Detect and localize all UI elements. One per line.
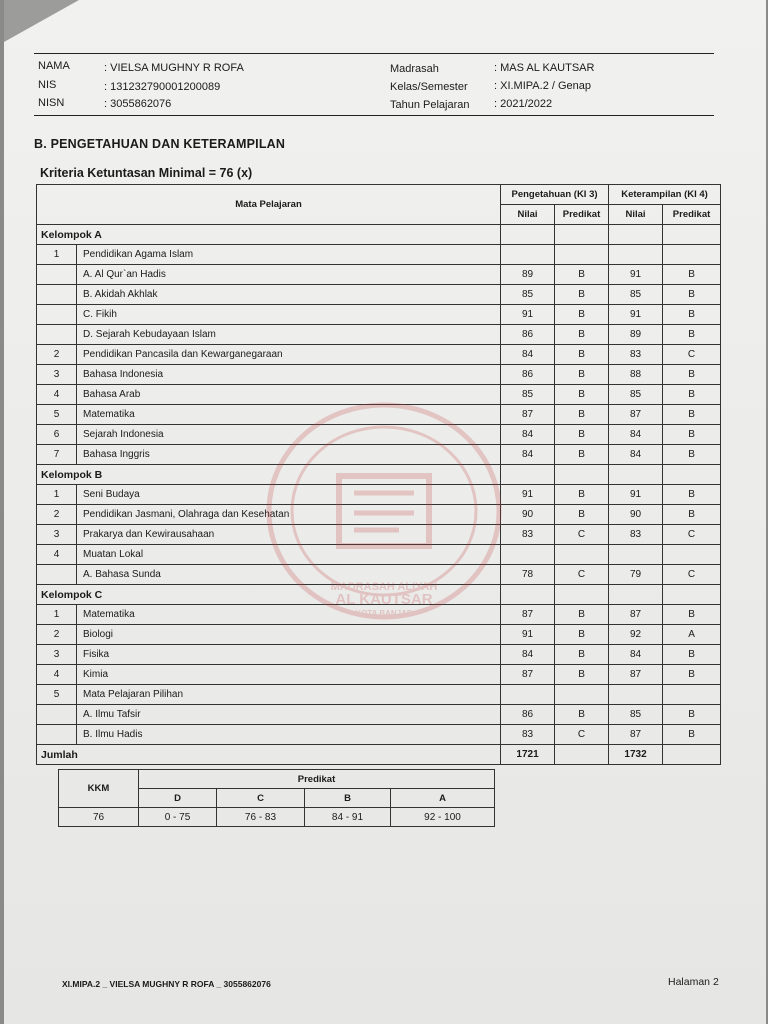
- knowledge-score: 78: [501, 565, 555, 585]
- skill-predicate: B: [663, 605, 721, 625]
- skill-score: [609, 685, 663, 705]
- subject-name: C. Fikih: [77, 305, 501, 325]
- row-number: 1: [37, 605, 77, 625]
- subject-name: Matematika: [77, 405, 501, 425]
- empty-cell: [501, 225, 555, 245]
- knowledge-predicate: B: [555, 305, 609, 325]
- table-row: [37, 645, 721, 665]
- row-number: 4: [37, 545, 77, 565]
- skill-score: 87: [609, 725, 663, 745]
- knowledge-score: 86: [501, 325, 555, 345]
- knowledge-score: 83: [501, 725, 555, 745]
- group-name: Kelompok B: [37, 465, 501, 485]
- subject-name: Seni Budaya: [77, 485, 501, 505]
- header-skill: Keterampilan (KI 4): [609, 185, 721, 205]
- subject-name: Sejarah Indonesia: [77, 425, 501, 445]
- empty-cell: [663, 745, 721, 765]
- row-number: 3: [37, 525, 77, 545]
- skill-score: 90: [609, 505, 663, 525]
- subject-name: Bahasa Arab: [77, 385, 501, 405]
- skill-predicate: B: [663, 725, 721, 745]
- subject-name: Prakarya dan Kewirausahaan: [77, 525, 501, 545]
- stamp-line-1: MADRASAH ALIYAH: [330, 581, 438, 593]
- skill-score: 83: [609, 525, 663, 545]
- skill-predicate: [663, 685, 721, 705]
- skill-score: [609, 545, 663, 565]
- skill-predicate: B: [663, 645, 721, 665]
- subject-name: Bahasa Indonesia: [77, 365, 501, 385]
- table-row: [37, 445, 721, 465]
- row-number: 2: [37, 625, 77, 645]
- group-row: [37, 465, 721, 485]
- skill-score: 87: [609, 405, 663, 425]
- empty-cell: [609, 585, 663, 605]
- table-row: [37, 425, 721, 445]
- subject-name: B. Akidah Akhlak: [77, 285, 501, 305]
- knowledge-predicate: B: [555, 645, 609, 665]
- skill-predicate: B: [663, 325, 721, 345]
- knowledge-predicate: C: [555, 525, 609, 545]
- knowledge-score: 84: [501, 345, 555, 365]
- empty-cell: [501, 465, 555, 485]
- grades-table: [36, 184, 721, 765]
- group-name: Kelompok A: [37, 225, 501, 245]
- subject-name: Pendidikan Agama Islam: [77, 245, 501, 265]
- group-name: Kelompok C: [37, 585, 501, 605]
- table-row: [37, 705, 721, 725]
- subject-name: Kimia: [77, 665, 501, 685]
- row-number: [37, 565, 77, 585]
- skill-predicate: B: [663, 705, 721, 725]
- skill-predicate: B: [663, 305, 721, 325]
- subject-name: Bahasa Inggris: [77, 445, 501, 465]
- skill-predicate: B: [663, 445, 721, 465]
- header-top-rule: [34, 53, 714, 54]
- info-value-kelas: : XI.MIPA.2 / Genap: [494, 80, 592, 92]
- subject-name: B. Ilmu Hadis: [77, 725, 501, 745]
- subject-name: Matematika: [77, 605, 501, 625]
- subject-name: A. Bahasa Sunda: [77, 565, 501, 585]
- kkm-grade-d: D: [139, 789, 217, 808]
- table-row: [37, 405, 721, 425]
- empty-cell: [663, 465, 721, 485]
- table-row: [37, 265, 721, 285]
- skill-score: [609, 245, 663, 265]
- knowledge-score: 90: [501, 505, 555, 525]
- row-number: [37, 265, 77, 285]
- row-number: 7: [37, 445, 77, 465]
- kkm-grade-b: B: [305, 789, 391, 808]
- empty-cell: [555, 745, 609, 765]
- row-number: 4: [37, 665, 77, 685]
- stamp-line-3: KOTA BANJAR: [355, 609, 413, 618]
- skill-score: 85: [609, 285, 663, 305]
- knowledge-score: 91: [501, 305, 555, 325]
- knowledge-score: 84: [501, 645, 555, 665]
- knowledge-score: [501, 685, 555, 705]
- knowledge-predicate: B: [555, 265, 609, 285]
- skill-predicate: B: [663, 285, 721, 305]
- knowledge-predicate: B: [555, 445, 609, 465]
- table-row: [37, 625, 721, 645]
- skill-score: 87: [609, 665, 663, 685]
- info-label-nisn: NISN: [38, 97, 65, 109]
- knowledge-predicate: [555, 545, 609, 565]
- info-value-nisn: : 3055862076: [104, 98, 172, 110]
- row-number: 1: [37, 485, 77, 505]
- empty-cell: [609, 225, 663, 245]
- row-number: 5: [37, 685, 77, 705]
- skill-predicate: A: [663, 625, 721, 645]
- kkm-table: [58, 769, 495, 827]
- table-row: [37, 685, 721, 705]
- subject-name: Fisika: [77, 645, 501, 665]
- skill-predicate: B: [663, 385, 721, 405]
- skill-score: 88: [609, 365, 663, 385]
- total-row: [37, 745, 721, 765]
- knowledge-predicate: B: [555, 605, 609, 625]
- knowledge-score: 85: [501, 285, 555, 305]
- knowledge-score: [501, 245, 555, 265]
- folded-corner: [4, 0, 79, 42]
- row-number: 5: [37, 405, 77, 425]
- kkm-range-a: 92 - 100: [391, 808, 495, 827]
- section-title: B. PENGETAHUAN DAN KETERAMPILAN: [34, 137, 286, 151]
- skill-predicate: B: [663, 405, 721, 425]
- kkm-grade-c: C: [217, 789, 305, 808]
- knowledge-predicate: B: [555, 285, 609, 305]
- row-number: 2: [37, 505, 77, 525]
- skill-score: 83: [609, 345, 663, 365]
- knowledge-score: 89: [501, 265, 555, 285]
- knowledge-predicate: B: [555, 365, 609, 385]
- row-number: [37, 325, 77, 345]
- kkm-range-b: 84 - 91: [305, 808, 391, 827]
- skill-score: 91: [609, 305, 663, 325]
- row-number: [37, 705, 77, 725]
- header-knowledge: Pengetahuan (KI 3): [501, 185, 609, 205]
- subject-name: Mata Pelajaran Pilihan: [77, 685, 501, 705]
- knowledge-score: 85: [501, 385, 555, 405]
- empty-cell: [663, 225, 721, 245]
- skill-score: 91: [609, 265, 663, 285]
- knowledge-score: 91: [501, 625, 555, 645]
- table-row: [37, 285, 721, 305]
- empty-cell: [663, 585, 721, 605]
- skill-predicate: C: [663, 525, 721, 545]
- table-row: [37, 365, 721, 385]
- kkm-predikat-label: Predikat: [139, 770, 495, 789]
- skill-score: 89: [609, 325, 663, 345]
- kkm-grade-a: A: [391, 789, 495, 808]
- row-number: [37, 305, 77, 325]
- table-row: [37, 245, 721, 265]
- skill-predicate: B: [663, 485, 721, 505]
- empty-cell: [609, 465, 663, 485]
- group-row: [37, 585, 721, 605]
- skill-predicate: B: [663, 265, 721, 285]
- knowledge-predicate: C: [555, 565, 609, 585]
- header-knowledge-score: Nilai: [501, 205, 555, 225]
- knowledge-score: 86: [501, 365, 555, 385]
- empty-cell: [555, 225, 609, 245]
- skill-predicate: [663, 545, 721, 565]
- table-row: [37, 725, 721, 745]
- skill-score: 92: [609, 625, 663, 645]
- knowledge-predicate: B: [555, 625, 609, 645]
- row-number: 2: [37, 345, 77, 365]
- subject-name: Muatan Lokal: [77, 545, 501, 565]
- table-row: [37, 605, 721, 625]
- skill-score: 91: [609, 485, 663, 505]
- knowledge-predicate: C: [555, 725, 609, 745]
- kkm-label: KKM: [59, 770, 139, 808]
- header-skill-predicate: Predikat: [663, 205, 721, 225]
- row-number: [37, 285, 77, 305]
- skill-predicate: B: [663, 505, 721, 525]
- knowledge-score: 87: [501, 665, 555, 685]
- table-row: [37, 665, 721, 685]
- table-row: [37, 305, 721, 325]
- empty-cell: [555, 585, 609, 605]
- skill-score: 85: [609, 385, 663, 405]
- info-label-nis: NIS: [38, 79, 57, 91]
- knowledge-score: 84: [501, 445, 555, 465]
- skill-score: 84: [609, 645, 663, 665]
- row-number: 3: [37, 645, 77, 665]
- knowledge-score: [501, 545, 555, 565]
- knowledge-score: 86: [501, 705, 555, 725]
- total-knowledge-score: 1721: [501, 745, 555, 765]
- row-number: 4: [37, 385, 77, 405]
- total-label: Jumlah: [37, 745, 501, 765]
- kkm-value: 76: [59, 808, 139, 827]
- knowledge-predicate: B: [555, 705, 609, 725]
- subject-name: A. Ilmu Tafsir: [77, 705, 501, 725]
- knowledge-predicate: B: [555, 345, 609, 365]
- skill-score: 85: [609, 705, 663, 725]
- skill-score: 84: [609, 425, 663, 445]
- footer-page-number: Halaman 2: [668, 976, 719, 988]
- table-row: [37, 505, 721, 525]
- table-row: [37, 385, 721, 405]
- table-row: [37, 345, 721, 365]
- subject-name: A. Al Qur`an Hadis: [77, 265, 501, 285]
- knowledge-score: 87: [501, 605, 555, 625]
- info-label-nama: NAMA: [38, 60, 70, 72]
- info-label-madrasah: Madrasah: [390, 63, 439, 75]
- row-number: 1: [37, 245, 77, 265]
- grades-body: [37, 225, 721, 765]
- table-row: [37, 485, 721, 505]
- knowledge-predicate: B: [555, 325, 609, 345]
- row-number: 6: [37, 425, 77, 445]
- subject-name: D. Sejarah Kebudayaan Islam: [77, 325, 501, 345]
- footer-student-id: XI.MIPA.2 _ VIELSA MUGHNY R ROFA _ 3055862076: [62, 979, 271, 989]
- info-label-tahun: Tahun Pelajaran: [390, 99, 470, 111]
- knowledge-score: 87: [501, 405, 555, 425]
- info-label-kelas: Kelas/Semester: [390, 81, 468, 93]
- skill-predicate: C: [663, 345, 721, 365]
- kkm-range-d: 0 - 75: [139, 808, 217, 827]
- empty-cell: [501, 585, 555, 605]
- total-skill-score: 1732: [609, 745, 663, 765]
- subject-name: Pendidikan Pancasila dan Kewarganegaraan: [77, 345, 501, 365]
- skill-predicate: B: [663, 425, 721, 445]
- knowledge-score: 91: [501, 485, 555, 505]
- knowledge-score: 84: [501, 425, 555, 445]
- header-bottom-rule: [34, 115, 714, 116]
- kkm-title: Kriteria Ketuntasan Minimal = 76 (x): [40, 166, 253, 180]
- skill-score: 87: [609, 605, 663, 625]
- skill-predicate: B: [663, 665, 721, 685]
- knowledge-predicate: B: [555, 665, 609, 685]
- skill-predicate: B: [663, 365, 721, 385]
- knowledge-predicate: B: [555, 505, 609, 525]
- skill-score: 84: [609, 445, 663, 465]
- knowledge-predicate: B: [555, 385, 609, 405]
- empty-cell: [555, 465, 609, 485]
- table-row: [37, 545, 721, 565]
- knowledge-predicate: B: [555, 405, 609, 425]
- info-value-tahun: : 2021/2022: [494, 98, 553, 110]
- info-value-nama: : VIELSA MUGHNY R ROFA: [104, 62, 244, 74]
- knowledge-predicate: [555, 245, 609, 265]
- table-row: [37, 565, 721, 585]
- skill-predicate: [663, 245, 721, 265]
- header-subject: Mata Pelajaran: [37, 185, 501, 225]
- info-value-madrasah: : MAS AL KAUTSAR: [494, 62, 595, 74]
- kkm-range-c: 76 - 83: [217, 808, 305, 827]
- skill-predicate: C: [663, 565, 721, 585]
- info-value-nis: : 131232790001200089: [104, 81, 221, 93]
- knowledge-predicate: B: [555, 425, 609, 445]
- knowledge-predicate: [555, 685, 609, 705]
- report-page: [4, 0, 766, 1024]
- knowledge-predicate: B: [555, 485, 609, 505]
- header-knowledge-predicate: Predikat: [555, 205, 609, 225]
- row-number: [37, 725, 77, 745]
- stamp-line-2: AL KAUTSAR: [335, 591, 433, 608]
- skill-score: 79: [609, 565, 663, 585]
- header-skill-score: Nilai: [609, 205, 663, 225]
- table-row: [37, 325, 721, 345]
- group-row: [37, 225, 721, 245]
- table-row: [37, 525, 721, 545]
- subject-name: Pendidikan Jasmani, Olahraga dan Kesehatan: [77, 505, 501, 525]
- knowledge-score: 83: [501, 525, 555, 545]
- row-number: 3: [37, 365, 77, 385]
- subject-name: Biologi: [77, 625, 501, 645]
